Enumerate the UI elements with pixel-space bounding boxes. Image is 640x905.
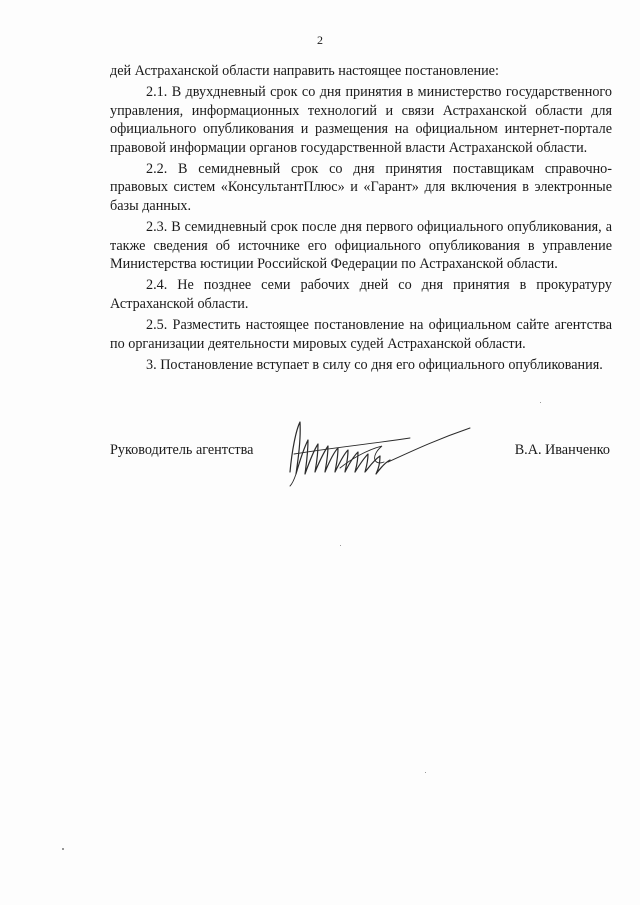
document-body [110, 62, 612, 378]
signature-block [110, 440, 612, 480]
paragraph-2-5: 2.5. Разместить настоящее постановление на официальном сайте агентства по организации деятельности мировых судей Астраханской области. [110, 317, 612, 352]
paragraph-2-2: 2.2. В семидневный срок со дня принятия поставщикам справочно-правовых систем «КонсультантПлюс» и «Гарант» для включения в электронные базы данных. [110, 161, 612, 214]
paragraph-2-4: 2.4. Не позднее семи рабочих дней со дня принятия в прокуратуру Астраханской области. [110, 277, 612, 312]
paragraph-3: 3. Постановление вступает в силу со дня его официального опубликования. [146, 357, 603, 374]
signatory-title: Руководитель агентства [110, 442, 254, 458]
scan-speck [62, 848, 64, 850]
paragraph-continuation: дей Астраханской области направить настоящее постановление: [110, 63, 499, 79]
page-number: 2 [317, 33, 323, 47]
paragraph-2-1: 2.1. В двухдневный срок со дня принятия в министерство государственного управления, информационных технологий и связи Астраханской области для официального опубликования и размещения на официальном интернет-портале правовой информации органов государственной власти Астраханской области. [110, 84, 612, 156]
handwritten-signature-icon [270, 410, 480, 490]
scan-speck [425, 772, 426, 773]
scan-speck [540, 402, 541, 403]
signatory-name: В.А. Иванченко [514, 442, 610, 458]
paragraph-2-3: 2.3. В семидневный срок после дня первого официального опубликования, а также сведения об источнике его официального опубликования в управление Министерства юстиции Российской Федерации по Астраханской области. [110, 219, 612, 273]
scan-speck [340, 545, 341, 546]
